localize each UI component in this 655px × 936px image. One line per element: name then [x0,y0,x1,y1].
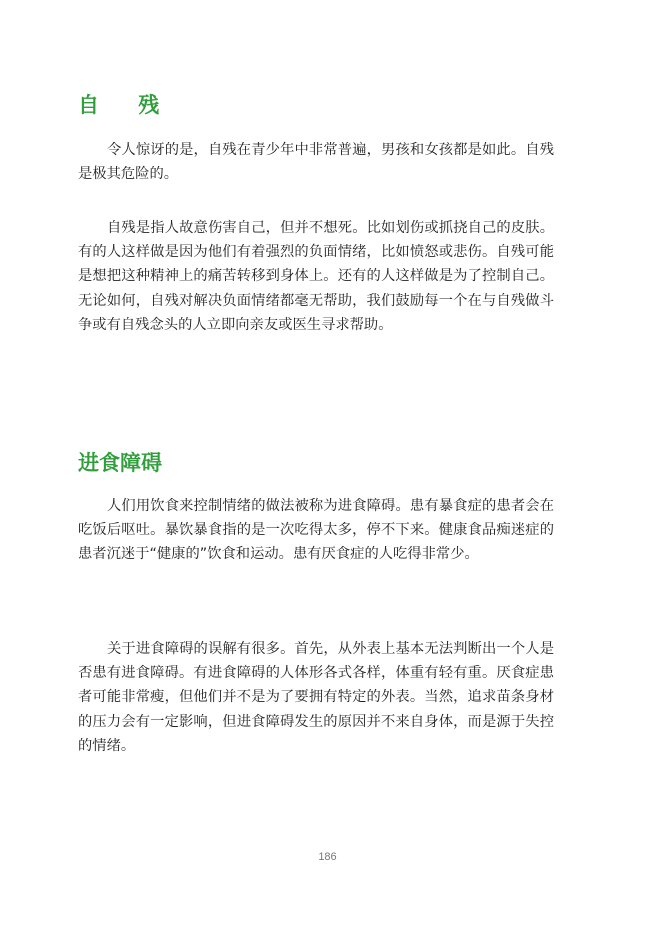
eating-disorders-paragraph-2: 关于进食障碍的误解有很多。首先，从外表上基本无法判断出一个人是否患有进食障碍。有进食障碍的人体形各式各样，体重有轻有重。厌食症患者可能非常瘦，但他们并不是为了要拥有特定的外表。当然，追求苗条身材的压力会有一定影响，但进食障碍发生的原因并不来自身体，而是源于失控的情绪。 [78,641,554,754]
page-number: 186 [318,851,337,863]
eating-disorders-paragraph-1: 人们用饮食来控制情绪的做法被称为进食障碍。患有暴食症的患者会在吃饭后呕吐。暴饮暴食指的是一次吃得太多，停不下来。健康食品痴迷症的患者沉迷于“健康的”饮食和运动。患有厌食症的人吃得非常少。 [78,498,554,563]
section-heading-eating-disorders: 进食障碍 [78,451,162,475]
self-harm-paragraph-1: 令人惊讶的是，自残在青少年中非常普遍，男孩和女孩都是如此。自残是极其危险的。 [78,142,554,183]
self-harm-paragraph-2: 自残是指人故意伤害自己，但并不想死。比如划伤或抓挠自己的皮肤。有的人这样做是因为他们有着强烈的负面情绪，比如愤怒或悲伤。自残可能是想把这种精神上的痛苦转移到身体上。还有的人这样做是为了控制自己。无论如何，自残对解决负面情绪都毫无帮助，我们鼓励每一个在与自残做斗争或有自残念头的人立即向亲友或医生寻求帮助。 [78,220,554,333]
section-heading-self-harm: 自 残 [78,93,176,117]
